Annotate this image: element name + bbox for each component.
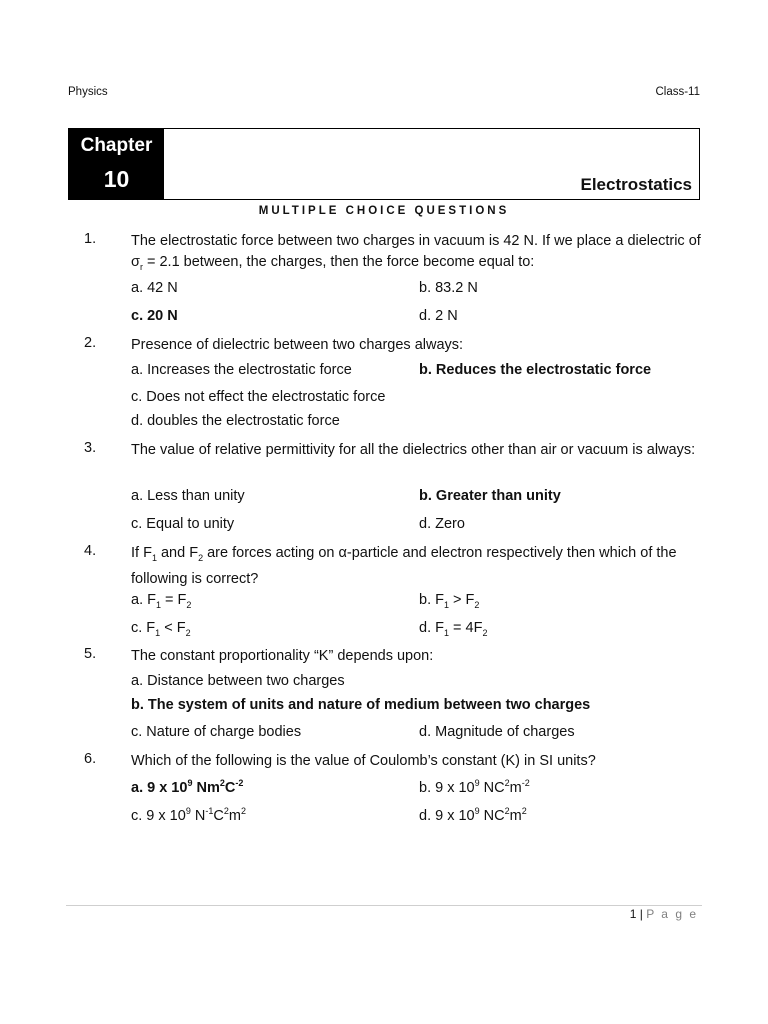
option-b-correct: b. Greater than unity <box>419 488 561 504</box>
question-number: 6. <box>84 751 97 767</box>
option-a: a. Less than unity <box>131 488 245 504</box>
option-d: d. Magnitude of charges <box>419 724 575 740</box>
question-text: The constant proportionality “K” depends upon: <box>131 648 434 664</box>
question-number: 1. <box>84 231 97 247</box>
chapter-word: Chapter <box>80 135 153 156</box>
option-b: b. $F_1 > F_2$ <box>419 592 480 610</box>
question-text: The electrostatic force between two charges in vacuum is 42 N. If we place a dielectric of $\sigma_r = 2.1$ between, the charges, then the force become equal to: <box>131 233 701 272</box>
question-text: The value of relative permittivity for all the dielectrics other than air or vacuum is always: <box>131 442 696 458</box>
option-a: a. 42 N <box>131 280 178 296</box>
option-d: d. 2 N <box>419 308 458 324</box>
page-number: 1 <box>629 907 637 921</box>
option-c: c. Equal to unity <box>131 516 235 532</box>
option-c-correct: c. 20 N <box>131 308 178 324</box>
chapter-title: Electrostatics <box>580 175 692 194</box>
question-number: 5. <box>84 646 97 662</box>
question-text: If $F_1$ and $F_2$ are forces acting on α-particle and electron respectively then which of the following is correct? <box>131 545 677 587</box>
option-b: b. 83.2 N <box>419 280 478 296</box>
question-number: 3. <box>84 440 97 456</box>
question-number: 2. <box>84 335 97 351</box>
footer-divider <box>66 905 702 906</box>
option-b-correct: b. The system of units and nature of medium between two charges <box>131 697 591 713</box>
header-subject: Physics <box>68 86 108 98</box>
option-c: c. Does not effect the electrostatic force <box>131 389 386 405</box>
page-footer <box>630 907 698 921</box>
chapter-number: 10 <box>103 166 130 192</box>
option-b-correct: b. Reduces the electrostatic force <box>419 362 652 378</box>
chapter-label-block <box>69 129 164 199</box>
option-a: a. Distance between two charges <box>131 673 345 689</box>
option-a: a. Increases the electrostatic force <box>131 362 352 378</box>
option-d: d. $F_1 = 4F_2$ <box>419 620 488 638</box>
footer-separator: | <box>639 907 643 921</box>
option-d: d. 9 x $10^9$ $NC^2m^2$ <box>419 806 527 824</box>
option-c: c. Nature of charge bodies <box>131 724 302 740</box>
option-d: d. Zero <box>419 516 465 532</box>
header-class: Class-11 <box>655 86 700 98</box>
section-title: MULTIPLE CHOICE QUESTIONS <box>258 205 510 217</box>
chapter-banner <box>68 128 700 200</box>
option-a: a. $F_1 = F_2$ <box>131 592 192 610</box>
question-number: 4. <box>84 543 97 559</box>
option-b: b. 9 x $10^9$ $NC^2m^{-2}$ <box>419 778 530 796</box>
option-c: c. $F_1 < F_2$ <box>131 620 191 638</box>
question-text: Which of the following is the value of Coulomb’s constant (K) in SI units? <box>131 753 596 769</box>
option-c: c. 9 x $10^9$ $N^{-1}C^2m^2$ <box>131 806 246 824</box>
question-text: Presence of dielectric between two charges always: <box>131 337 464 353</box>
option-a-correct: a. 9 x $10^9$ $Nm^2C^{-2}$ <box>131 778 244 796</box>
option-d: d. doubles the electrostatic force <box>131 413 340 429</box>
page-word: P a g e <box>646 907 698 921</box>
